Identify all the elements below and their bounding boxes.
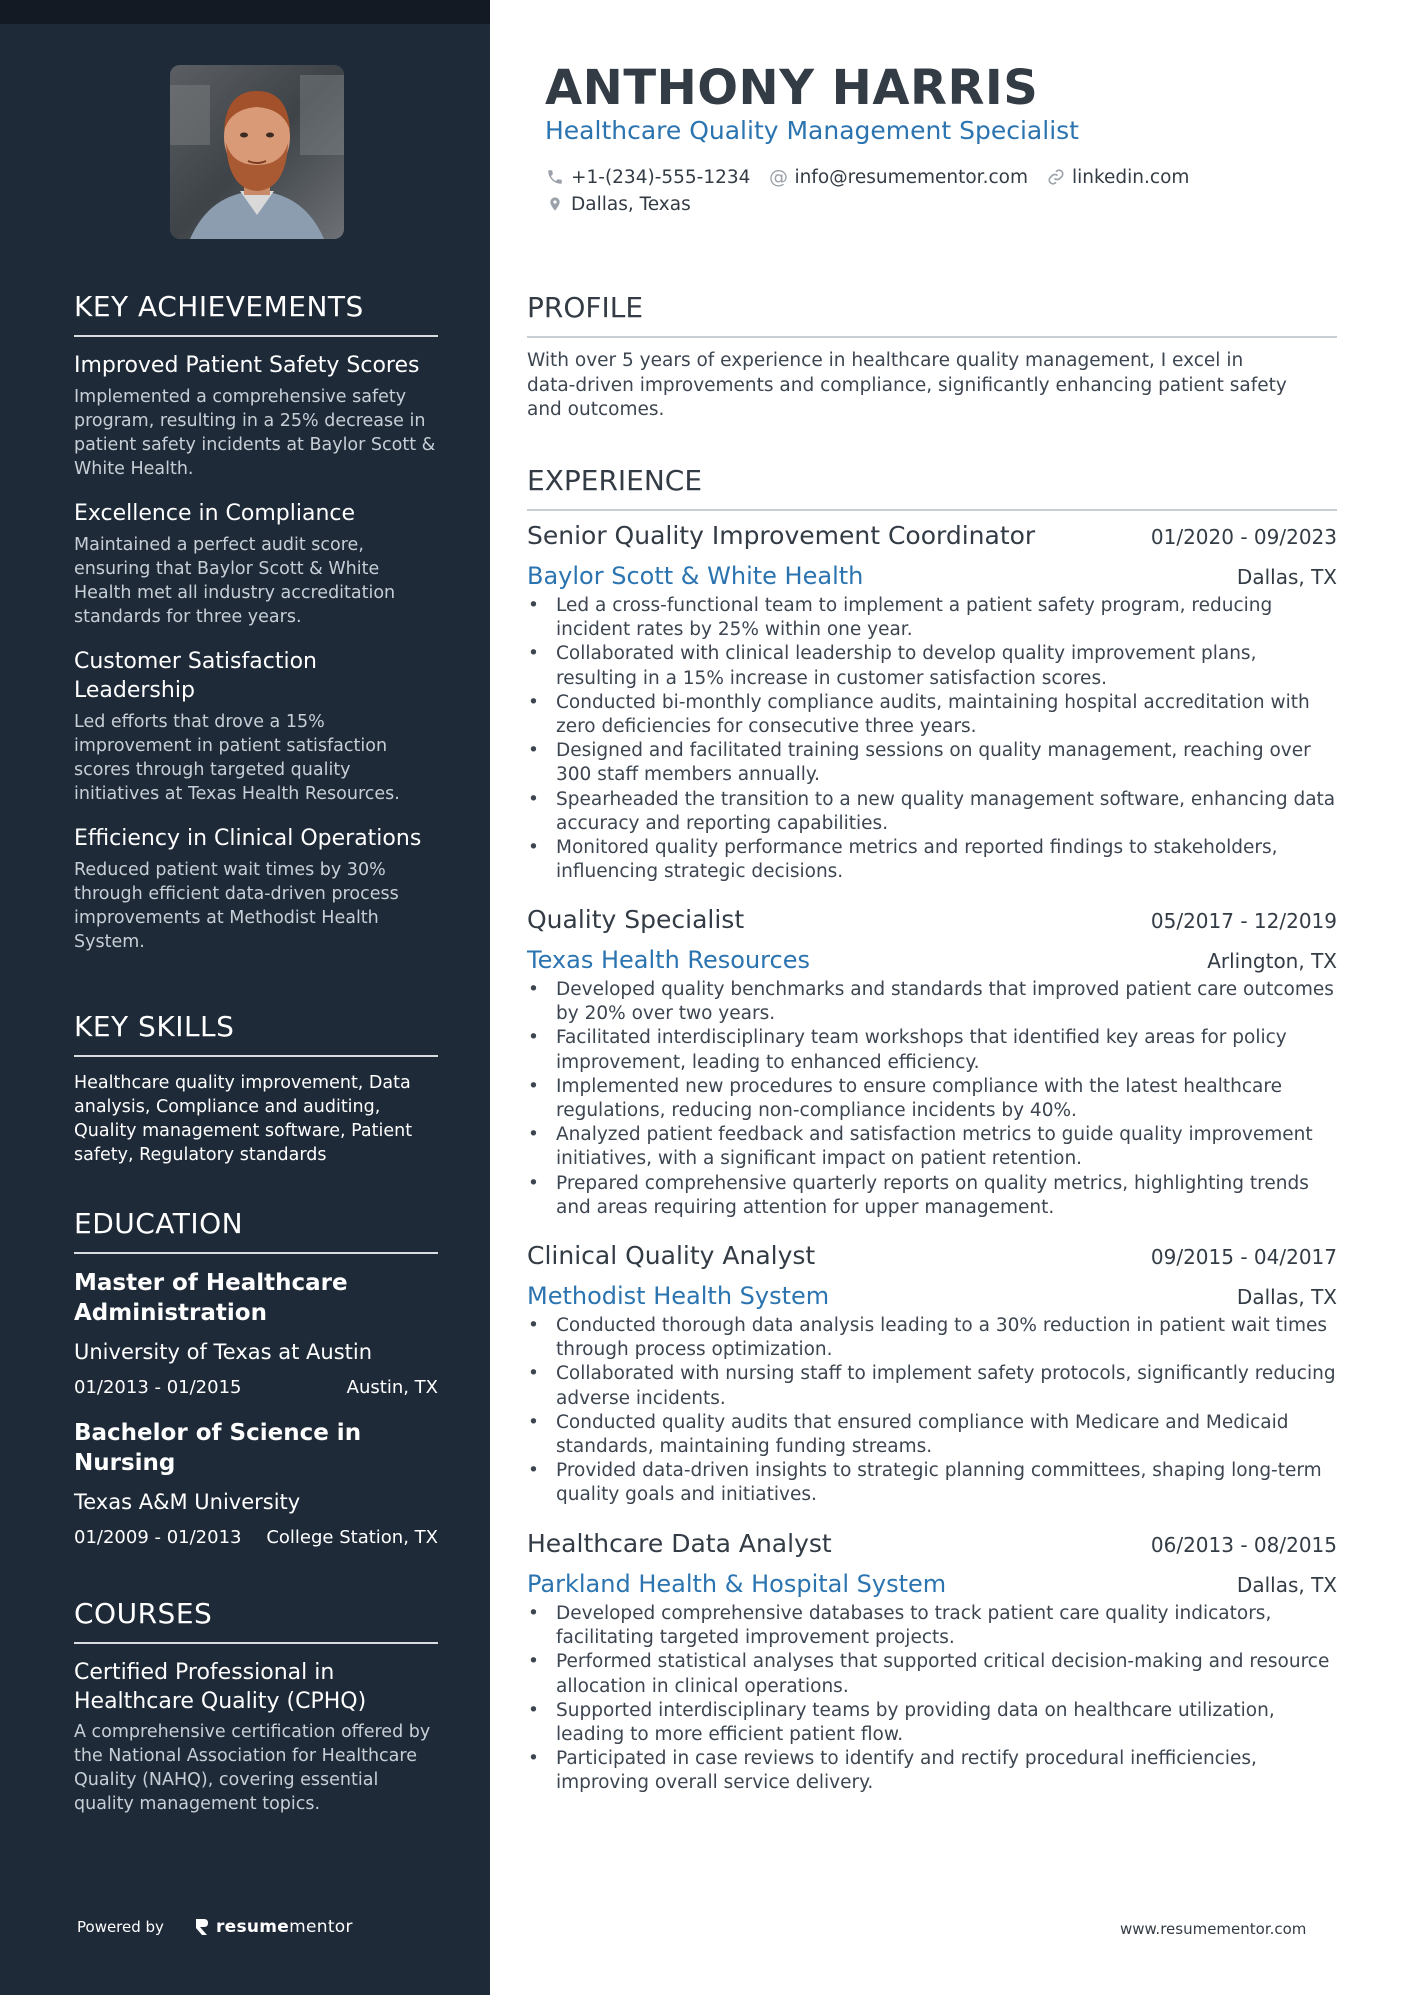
job-bullets (527, 594, 1337, 884)
course-description: A comprehensive certification offered by the National Association for Healthcare Quality (NAHQ), covering essential quality management topics. (74, 1722, 431, 1814)
resumementor-logo[interactable] (194, 1917, 353, 1937)
education-location: Austin, TX (346, 1377, 438, 1398)
job-bullet: • Spearheaded the transition to a new quality management software, enhancing data accuracy and reporting capabilities. (527, 788, 1337, 836)
sidebar-top-bar (0, 0, 490, 24)
education-section (74, 1207, 438, 1550)
job-bullets (527, 1314, 1337, 1508)
phone-contact[interactable] (545, 167, 750, 188)
job-dates: 01/2020 - 09/2023 (1150, 525, 1337, 549)
education-school: Texas A&M University (74, 1490, 301, 1514)
achievement-description: Maintained a perfect audit score, ensuring that Baylor Scott & White Health met all industry accreditation standards for three years. (74, 535, 396, 627)
course-title: Certified Professional in Healthcare Quality (CPHQ) (74, 1660, 367, 1714)
job-title: Healthcare Data Analyst (527, 1529, 832, 1558)
skills-heading: KEY SKILLS (74, 1010, 438, 1057)
job-bullet: • Analyzed patient feedback and satisfaction metrics to guide quality improvement initiatives, with a significant impact on patient retention. (527, 1123, 1337, 1171)
job-bullet: • Conducted quality audits that ensured compliance with Medicare and Medicaid standards, maintaining funding streams. (527, 1411, 1337, 1459)
resumementor-logo-icon (194, 1917, 210, 1937)
brand-bold: resume (215, 1917, 290, 1937)
achievements-heading: KEY ACHIEVEMENTS (74, 290, 438, 337)
education-heading: EDUCATION (74, 1207, 438, 1254)
at-sign-icon: @ (768, 166, 788, 188)
powered-by (77, 1917, 353, 1937)
job-bullet: • Conducted thorough data analysis leading to a 30% reduction in patient wait times through process optimization. (527, 1314, 1337, 1362)
job-location: Dallas, TX (1236, 1573, 1337, 1597)
job-dates: 05/2017 - 12/2019 (1150, 909, 1337, 933)
profile-heading: PROFILE (527, 291, 1337, 338)
job-dates: 06/2013 - 08/2015 (1150, 1533, 1337, 1557)
location-text: Dallas, Texas (571, 193, 691, 215)
courses-heading: COURSES (74, 1597, 438, 1644)
achievement-description: Implemented a comprehensive safety program, resulting in a 25% decrease in patient safety incidents at Baylor Scott & White Health. (74, 387, 436, 479)
job-location: Dallas, TX (1236, 565, 1337, 589)
job-title: Quality Specialist (527, 905, 745, 934)
achievement-title: Excellence in Compliance (74, 501, 356, 526)
education-item (74, 1418, 438, 1550)
job-entry (527, 1241, 1337, 1508)
job-bullet: • Supported interdisciplinary teams by providing data on healthcare utilization, leading to more efficient patient flow. (527, 1699, 1337, 1747)
job-dates: 09/2015 - 04/2017 (1150, 1245, 1337, 1269)
phone-text: +1-(234)-555-1234 (571, 166, 751, 188)
job-company: Parkland Health & Hospital System (527, 1570, 947, 1598)
location-contact (545, 194, 691, 215)
education-school: University of Texas at Austin (74, 1340, 373, 1364)
education-item (74, 1268, 438, 1400)
achievement-title: Efficiency in Clinical Operations (74, 826, 422, 851)
job-bullet: • Designed and facilitated training sessions on quality management, reaching over 300 staff members annually. (527, 739, 1337, 787)
achievement-description: Led efforts that drove a 15% improvement in patient satisfaction scores through targeted quality initiatives at Texas Health Resources. (74, 712, 400, 804)
phone-icon (545, 167, 565, 187)
achievement-item (74, 647, 438, 806)
job-entry (527, 1529, 1337, 1796)
job-company: Texas Health Resources (527, 946, 810, 974)
job-bullet: • Participated in case reviews to identify and rectify procedural inefficiencies, improving overall service delivery. (527, 1747, 1337, 1795)
job-title: Senior Quality Improvement Coordinator (527, 521, 1036, 550)
education-location: College Station, TX (266, 1527, 438, 1548)
education-dates: 01/2013 - 01/2015 (74, 1377, 242, 1398)
experience-heading: EXPERIENCE (527, 464, 1337, 511)
job-bullet: • Facilitated interdisciplinary team workshops that identified key areas for policy improvement, leading to enhanced efficiency. (527, 1026, 1337, 1074)
job-bullets (527, 978, 1337, 1220)
job-location: Dallas, TX (1236, 1285, 1337, 1309)
job-bullet: • Collaborated with nursing staff to implement safety protocols, significantly reducing adverse incidents. (527, 1362, 1337, 1410)
achievement-title: Improved Patient Safety Scores (74, 353, 420, 378)
job-entry (527, 905, 1337, 1220)
job-company: Baylor Scott & White Health (527, 562, 864, 590)
achievement-item (74, 499, 438, 629)
link-icon (1046, 167, 1066, 187)
brand-light: mentor (289, 1917, 353, 1937)
job-bullet: • Conducted bi-monthly compliance audits, maintaining hospital accreditation with zero deficiencies for consecutive three years. (527, 691, 1337, 739)
education-degree: Master of Healthcare Administration (74, 1270, 348, 1326)
job-bullet: • Collaborated with clinical leadership to develop quality improvement plans, resulting in a 15% increase in customer satisfaction scores. (527, 642, 1337, 690)
candidate-name: ANTHONY HARRIS (545, 60, 1039, 116)
job-bullet: • Performed statistical analyses that supported critical decision-making and resource allocation in clinical operations. (527, 1650, 1337, 1698)
job-entry (527, 521, 1337, 884)
job-location: Arlington, TX (1207, 949, 1337, 973)
education-dates: 01/2009 - 01/2013 (74, 1527, 242, 1548)
achievement-title: Customer Satisfaction Leadership (74, 649, 317, 703)
job-bullet: • Provided data-driven insights to strategic planning committees, shaping long-term quality goals and initiatives. (527, 1459, 1337, 1507)
powered-by-label: Powered by (77, 1918, 164, 1936)
achievement-item (74, 351, 438, 481)
job-bullet: • Developed comprehensive databases to track patient care quality indicators, facilitating targeted improvement projects. (527, 1602, 1337, 1650)
job-bullets (527, 1602, 1337, 1796)
candidate-role: Healthcare Quality Management Specialist (545, 116, 1079, 145)
job-bullet: • Prepared comprehensive quarterly reports on quality metrics, highlighting trends and areas requiring attention for upper management. (527, 1172, 1337, 1220)
achievements-section (74, 290, 438, 972)
job-company: Methodist Health System (527, 1282, 830, 1310)
skills-section (74, 1010, 438, 1167)
footer-website-link[interactable]: www.resumementor.com (1120, 1920, 1307, 1938)
education-degree: Bachelor of Science in Nursing (74, 1420, 362, 1476)
linkedin-contact[interactable] (1046, 167, 1189, 188)
sidebar (0, 0, 490, 1995)
linkedin-text: linkedin.com (1071, 166, 1190, 188)
job-bullet: • Implemented new procedures to ensure compliance with the latest healthcare regulations, reducing non-compliance incidents by 40%. (527, 1075, 1337, 1123)
contact-info (545, 164, 1207, 218)
email-contact[interactable] (768, 167, 1028, 188)
job-bullet: • Led a cross-functional team to implement a patient safety program, reducing incident rates by 25% within one year. (527, 594, 1337, 642)
courses-section (74, 1597, 438, 1816)
email-text: info@resumementor.com (794, 166, 1028, 188)
achievement-description: Reduced patient wait times by 30% through efficient data-driven process improvements at Methodist Health System. (74, 860, 399, 952)
job-bullet: • Monitored quality performance metrics and reported findings to stakeholders, influencing strategic decisions. (527, 836, 1337, 884)
job-bullet: • Developed quality benchmarks and standards that improved patient care outcomes by 20% over two years. (527, 978, 1337, 1026)
location-pin-icon (545, 194, 565, 214)
job-title: Clinical Quality Analyst (527, 1241, 816, 1270)
profile-photo (170, 65, 344, 239)
achievement-item (74, 824, 438, 954)
skills-list: Healthcare quality improvement, Data analysis, Compliance and auditing, Quality management software, Patient safety, Regulatory standards (74, 1073, 413, 1165)
profile-summary: With over 5 years of experience in healthcare quality management, I excel in data-driven improvements and compliance, significantly enhancing patient safety and outcomes. (527, 350, 1287, 420)
